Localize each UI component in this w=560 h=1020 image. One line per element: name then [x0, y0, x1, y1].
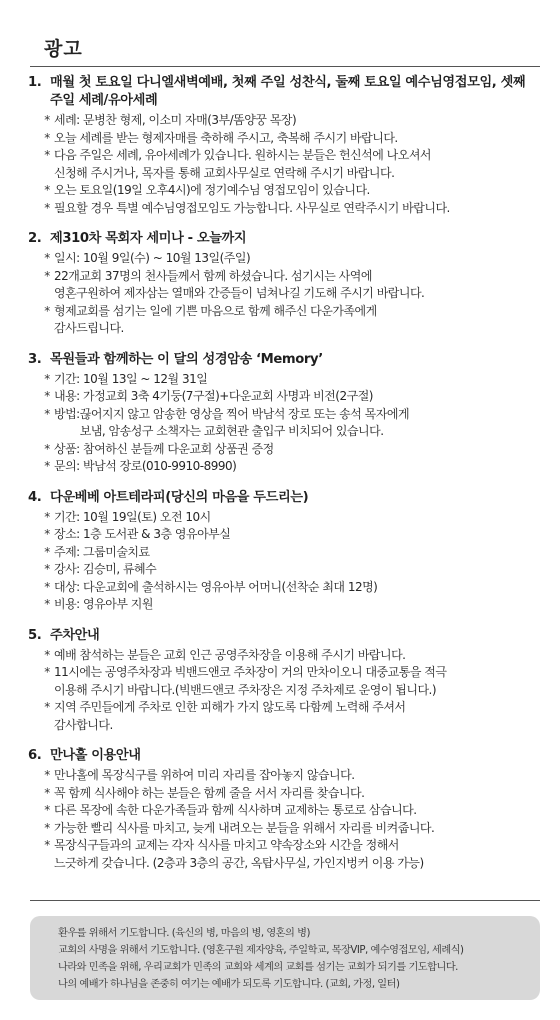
item-text: 기간: 10월 13일 ~ 12월 31일 — [54, 371, 208, 386]
section-number: 1. — [28, 75, 42, 90]
page-title: 광고 — [44, 38, 83, 60]
bullet-icon: * — [44, 268, 50, 283]
section-number: 3. — [28, 351, 42, 367]
item-text: 예배 참석하는 분들은 교회 인근 공영주차장을 이용해 주시기 바랍니다. — [54, 647, 406, 662]
list-item — [40, 250, 538, 268]
list-item — [40, 303, 538, 338]
item-text: 다음 주일은 세례, 유아세례가 있습니다. 원하시는 분들은 헌신석에 나오셔서 신청해 주시거나, 목자를 통해 교회사무실로 연락해 주시기 바랍니다. — [54, 148, 431, 180]
item-text: 가능한 빨리 식사를 마치고, 늦게 내려오는 분들을 위해서 자리를 비켜줍니다. — [54, 820, 435, 835]
item-text: 22개교회 37명의 천사들께서 함께 하셨습니다. 섬기시는 사역에 영혼구원하여 제자삼는 열매와 간증들이 넘쳐나길 기도해 주시기 바랍니다. — [54, 268, 425, 300]
section-item-list — [28, 112, 538, 217]
prayer-line: 나라와 민족을 위해, 우리교회가 민족의 교회와 세계의 교회를 섬기는 교회가 되기를 기도합니다. — [58, 962, 458, 973]
prayer-box — [30, 916, 540, 1000]
bullet-icon: * — [44, 251, 50, 265]
bullet-icon: * — [44, 148, 50, 162]
section-heading — [28, 74, 538, 110]
section-number: 4. — [28, 489, 42, 505]
section-item-list — [28, 647, 538, 735]
bullet-icon: * — [44, 838, 50, 852]
item-text: 강사: 김승미, 류혜수 — [54, 562, 157, 576]
list-item — [40, 699, 538, 734]
bullet-icon: * — [44, 665, 50, 679]
section-number: 2. — [28, 231, 42, 246]
bullet-icon: * — [44, 303, 50, 318]
prayer-line: 환우를 위해서 기도합니다. (육신의 병, 마음의 병, 영혼의 병) — [58, 928, 310, 939]
list-item — [40, 596, 538, 614]
section-title: 주차안내 — [50, 627, 100, 643]
list-item — [40, 147, 538, 182]
list-item — [40, 544, 538, 562]
item-text: 기간: 10월 19일(토) 오전 10시 — [54, 509, 211, 524]
section-number: 6. — [28, 748, 42, 763]
section-item-list — [28, 250, 538, 338]
list-item — [40, 561, 538, 579]
item-text — [54, 406, 538, 441]
prayer-list — [58, 925, 528, 993]
bullet-icon: * — [44, 200, 50, 215]
title-divider — [30, 66, 540, 67]
list-item — [40, 268, 538, 303]
bullet-icon: * — [44, 389, 50, 403]
list-item — [40, 579, 538, 597]
section-number: 5. — [28, 627, 42, 643]
item-text: 내용: 가정교회 3축 4기둥(7구절)+다운교회 사명과 비전(2구절) — [54, 389, 373, 403]
list-item — [40, 130, 538, 148]
bullet-icon: * — [44, 527, 50, 541]
section-title: 매월 첫 토요일 다니엘새벽예배, 첫째 주일 성찬식, 둘째 토요일 예수님영접모임, 셋째 주일 세례/유아세례 — [50, 75, 526, 108]
list-item — [40, 182, 538, 200]
list-item — [40, 371, 538, 389]
bullet-icon: * — [44, 544, 50, 559]
bullet-icon: * — [44, 647, 50, 662]
section-heading — [28, 627, 538, 645]
announcement-section — [28, 230, 538, 338]
bullet-icon: * — [44, 509, 50, 524]
section-heading — [28, 747, 538, 765]
list-item — [40, 200, 538, 218]
list-item — [40, 837, 538, 872]
list-item — [40, 526, 538, 544]
list-item — [40, 767, 538, 785]
announcement-sections — [28, 74, 538, 885]
announcement-section — [28, 747, 538, 872]
announcement-section — [28, 351, 538, 476]
list-item — [40, 802, 538, 820]
item-text: 지역 주민들에게 주차로 인한 피해가 가지 않도록 다함께 노력해 주셔서 감사합니다. — [54, 700, 406, 732]
item-text: 꼭 함께 식사해야 하는 분들은 함께 줄을 서서 자리를 찾습니다. — [54, 785, 365, 800]
item-text: 상품: 참여하신 분들께 다운교회 상품권 증정 — [54, 441, 274, 456]
item-text: 일시: 10월 9일(수) ~ 10월 13일(주일) — [54, 251, 251, 265]
item-value: 끊어지지 않고 암송한 영상을 찍어 박남석 장로 또는 송석 목자에게 보냄, 암송성구 소책자는 교회현관 출입구 비치되어 있습니다. — [79, 406, 410, 438]
section-heading — [28, 489, 538, 507]
bullet-icon: * — [44, 803, 50, 817]
section-item-list — [28, 371, 538, 476]
bullet-icon: * — [44, 371, 50, 386]
prayer-line: 교회의 사명을 위해서 기도합니다. (영혼구원 제자양육, 주일학교, 목장VIP, 예수영접모임, 세례식) — [58, 945, 464, 956]
section-title: 만나홀 이용안내 — [50, 748, 141, 763]
prayer-line: 나의 예배가 하나님을 존중히 여기는 예배가 되도록 기도합니다. (교회, 가정, 일터) — [58, 979, 400, 990]
bullet-icon: * — [44, 579, 50, 594]
announcement-section — [28, 489, 538, 614]
section-item-list — [28, 509, 538, 614]
section-title: 다운베베 아트테라피(당신의 마음을 두드리는) — [50, 489, 309, 505]
item-text: 문의: 박남석 장로(010-9910-8990) — [54, 459, 237, 473]
bullet-icon: * — [44, 459, 50, 473]
item-text: 만나홀에 목장식구를 위하여 미리 자리를 잡아놓지 않습니다. — [54, 768, 355, 782]
item-text: 오는 토요일(19일 오후4시)에 정기예수님 영접모임이 있습니다. — [54, 183, 370, 197]
list-item — [40, 820, 538, 838]
list-item — [40, 406, 538, 441]
list-item — [40, 112, 538, 130]
announcement-section — [28, 627, 538, 735]
bullet-icon: * — [44, 785, 50, 800]
bullet-icon: * — [44, 597, 50, 611]
bullet-icon: * — [44, 183, 50, 197]
bullet-icon: * — [44, 820, 50, 835]
bullet-icon: * — [44, 130, 50, 145]
footer-divider — [30, 900, 540, 901]
bullet-icon: * — [44, 700, 50, 714]
announcement-section — [28, 74, 538, 217]
bullet-icon: * — [44, 113, 50, 127]
bullet-icon: * — [44, 441, 50, 456]
bullet-icon: * — [44, 768, 50, 782]
section-heading — [28, 230, 538, 248]
list-item — [40, 458, 538, 476]
list-item — [40, 647, 538, 665]
item-text: 다른 목장에 속한 다운가족들과 함께 식사하며 교제하는 통로로 삼습니다. — [54, 803, 417, 817]
item-text: 대상: 다운교회에 출석하시는 영유아부 어머니(선착순 최대 12명) — [54, 579, 378, 594]
item-text: 비용: 영유아부 지원 — [54, 597, 153, 611]
list-item — [40, 785, 538, 803]
bullet-icon: * — [44, 562, 50, 576]
bullet-icon: * — [44, 406, 50, 421]
list-item — [40, 388, 538, 406]
section-title: 목원들과 함께하는 이 달의 성경암송 ‘Memory’ — [50, 351, 323, 367]
item-label: 방법: — [54, 406, 80, 421]
section-heading — [28, 351, 538, 369]
section-title: 제310차 목회자 세미나 - 오늘까지 — [50, 231, 247, 246]
list-item — [40, 509, 538, 527]
item-text: 11시에는 공영주차장과 빅밴드앤코 주차장이 거의 만차이오니 대중교통을 적극 이용해 주시기 바랍니다.(빅밴드앤코 주차장은 지정 주차제로 운영이 됩니다.) — [54, 665, 447, 697]
item-text: 오늘 세례를 받는 형제자매를 축하해 주시고, 축복해 주시기 바랍니다. — [54, 130, 398, 145]
item-text: 주제: 그룹미술치료 — [54, 544, 150, 559]
list-item — [40, 664, 538, 699]
item-text: 필요할 경우 특별 예수님영접모임도 가능합니다. 사무실로 연락주시기 바랍니다. — [54, 200, 450, 215]
item-text: 형제교회를 섬기는 일에 기쁜 마음으로 함께 해주신 다운가족에게 감사드립니다. — [54, 303, 377, 335]
item-text: 목장식구들과의 교제는 각자 식사를 마치고 약속장소와 시간을 정해서 느긋하게 갖습니다. (2층과 3층의 공간, 옥탑사무실, 가인지벙커 이용 가능) — [54, 838, 424, 870]
item-text: 세례: 문병찬 형제, 이소미 자매(3부/똠양꿍 목장) — [54, 113, 297, 127]
item-text: 장소: 1층 도서관 & 3층 영유아부실 — [54, 527, 231, 541]
list-item — [40, 441, 538, 459]
section-item-list — [28, 767, 538, 872]
